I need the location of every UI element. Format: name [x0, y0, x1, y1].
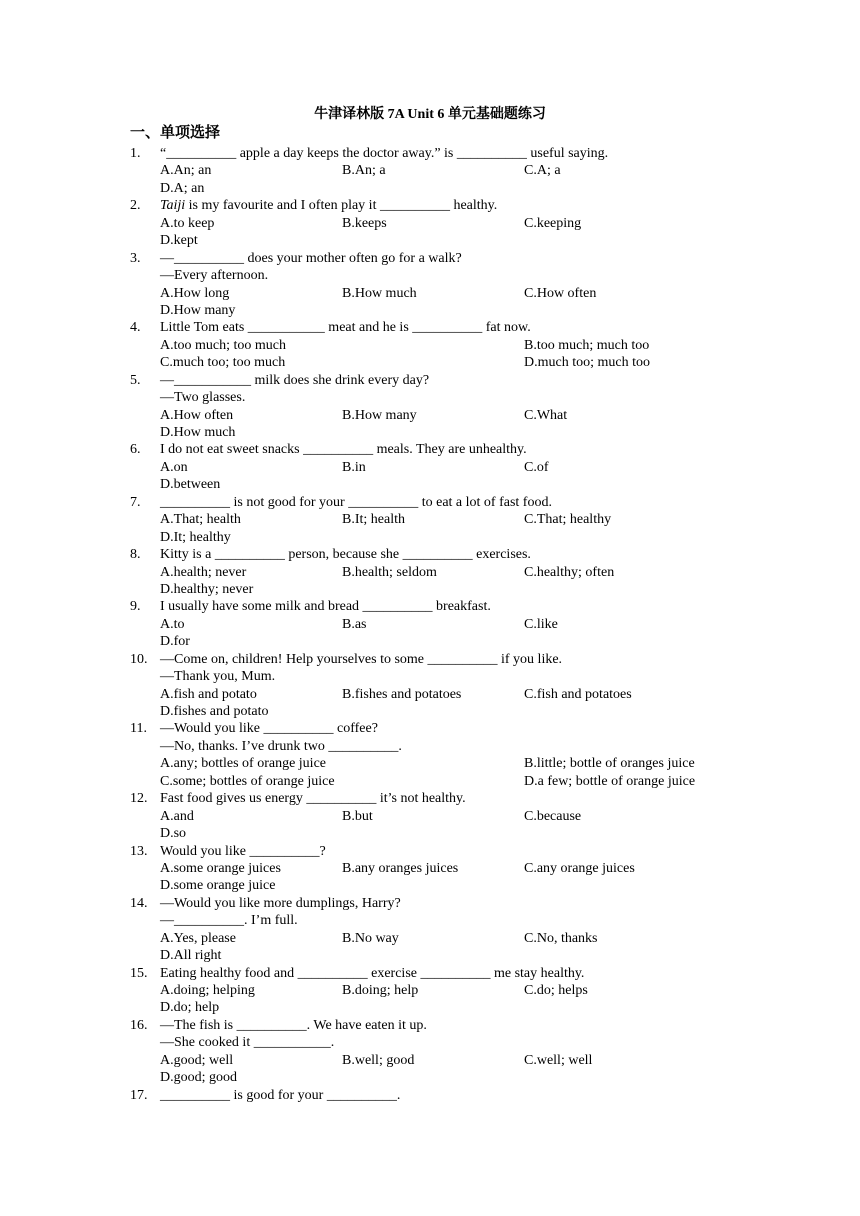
answer-option: B.It; health — [342, 512, 405, 528]
question-number: 6. — [130, 442, 141, 458]
answer-option: B.How much — [342, 285, 417, 301]
answer-option: A.on — [160, 459, 188, 475]
answer-option: B.too much; much too — [524, 337, 650, 353]
options-row — [0, 773, 860, 790]
answer-option: B.as — [342, 616, 367, 632]
answer-option: D.much too; much too — [524, 355, 650, 371]
question-line — [0, 319, 860, 336]
answer-option: C.do; helps — [524, 983, 588, 998]
question-line — [0, 1034, 860, 1051]
question-line — [0, 372, 860, 389]
options-row — [0, 337, 860, 354]
answer-option: C.What — [524, 407, 568, 423]
answer-option: A.some orange juices — [160, 860, 281, 876]
question-item — [0, 790, 860, 842]
question-number: 4. — [130, 320, 141, 336]
answer-option: A.Yes, please — [160, 930, 236, 946]
options-row — [0, 755, 860, 772]
answer-option: C.fish and potatoes — [524, 686, 632, 702]
question-line — [0, 250, 860, 267]
question-list — [0, 145, 860, 1104]
question-text: Little Tom eats ___________ meat and he is __________ fat now. — [160, 320, 531, 336]
answer-option: B.An; a — [342, 163, 386, 179]
question-text: I usually have some milk and bread __________ breakfast. — [160, 599, 491, 615]
answer-option: B.fishes and potatoes — [342, 686, 462, 702]
question-line — [0, 651, 860, 668]
options-row — [0, 407, 860, 424]
answer-option: D.How much — [160, 425, 236, 440]
question-item — [0, 372, 860, 442]
answer-option: A.That; health — [160, 512, 241, 528]
question-item — [0, 1017, 860, 1087]
options-row — [0, 285, 860, 302]
question-text: —__________. I’m full. — [160, 913, 298, 929]
question-number: 7. — [130, 494, 141, 510]
options-row — [0, 354, 860, 371]
options-row — [0, 947, 860, 964]
question-text: —The fish is __________. We have eaten it up. — [160, 1017, 427, 1033]
options-row — [0, 511, 860, 528]
question-number: 5. — [130, 372, 141, 388]
answer-option: D.kept — [160, 233, 198, 249]
question-line — [0, 441, 860, 458]
question-number: 12. — [130, 791, 148, 807]
options-row — [0, 232, 860, 249]
question-number: 11. — [130, 721, 147, 737]
options-row — [0, 162, 860, 179]
question-line — [0, 546, 860, 563]
question-text: —Would you like __________ coffee? — [160, 721, 378, 737]
answer-option: B.How many — [342, 407, 417, 423]
question-item — [0, 546, 860, 598]
answer-option: A.health; never — [160, 564, 247, 580]
options-row — [0, 860, 860, 877]
question-text: Would you like __________? — [160, 843, 326, 859]
answer-option: D.fishes and potato — [160, 704, 269, 719]
answer-option: B.little; bottle of oranges juice — [524, 756, 695, 772]
answer-option: D.All right — [160, 948, 222, 964]
question-text: —Would you like more dumplings, Harry? — [160, 895, 401, 911]
question-number: 14. — [130, 895, 148, 911]
answer-option: C.A; a — [524, 163, 561, 179]
options-row — [0, 476, 860, 493]
options-row — [0, 215, 860, 232]
question-text: __________ is good for your __________. — [160, 1087, 401, 1103]
document-title: 牛津译林版 7A Unit 6 单元基础题练习 — [314, 107, 546, 122]
question-item — [0, 651, 860, 721]
answer-option: A.to — [160, 616, 185, 632]
question-line — [0, 197, 860, 214]
question-line — [0, 494, 860, 511]
question-line — [0, 267, 860, 284]
answer-option: B.in — [342, 459, 366, 475]
options-row — [0, 877, 860, 894]
answer-option: D.It; healthy — [160, 529, 231, 545]
question-text: I do not eat sweet snacks __________ meals. They are unhealthy. — [160, 442, 527, 458]
question-text: —She cooked it ___________. — [160, 1035, 335, 1051]
question-item — [0, 1087, 860, 1104]
options-row — [0, 982, 860, 999]
options-row — [0, 825, 860, 842]
answer-option: C.much too; too much — [160, 355, 286, 371]
question-number: 17. — [130, 1087, 148, 1103]
section-heading: 一、单项选择 — [130, 125, 221, 141]
question-text: —Every afternoon. — [160, 268, 269, 284]
question-line — [0, 1087, 860, 1104]
question-text: —__________ does your mother often go for a walk? — [160, 250, 462, 266]
options-row — [0, 999, 860, 1016]
question-item — [0, 720, 860, 790]
question-text: __________ is not good for your __________ to eat a lot of fast food. — [160, 494, 552, 510]
question-number: 15. — [130, 965, 148, 981]
options-row — [0, 633, 860, 650]
answer-option: C.No, thanks — [524, 930, 598, 946]
question-number: 9. — [130, 599, 141, 615]
question-item — [0, 494, 860, 546]
question-text: —Come on, children! Help yourselves to some __________ if you like. — [160, 651, 563, 667]
question-line — [0, 965, 860, 982]
question-item — [0, 895, 860, 965]
options-row — [0, 564, 860, 581]
question-number: 13. — [130, 843, 148, 859]
options-row — [0, 616, 860, 633]
answer-option: B.keeps — [342, 215, 387, 231]
options-row — [0, 686, 860, 703]
answer-option: A.How often — [160, 407, 234, 423]
answer-option: B.doing; help — [342, 983, 419, 998]
answer-option: D.How many — [160, 302, 236, 318]
question-line — [0, 1017, 860, 1034]
answer-option: D.so — [160, 826, 187, 842]
answer-option: C.like — [524, 616, 558, 632]
question-number: 8. — [130, 547, 141, 563]
answer-option: C.any orange juices — [524, 860, 635, 876]
answer-option: B.health; seldom — [342, 564, 437, 580]
options-row — [0, 459, 860, 476]
question-number: 10. — [130, 651, 148, 667]
question-item — [0, 145, 860, 197]
question-item — [0, 965, 860, 1017]
options-row — [0, 1052, 860, 1069]
question-item — [0, 197, 860, 249]
answer-option: C.because — [524, 808, 582, 824]
question-number: 2. — [130, 198, 141, 214]
options-row — [0, 808, 860, 825]
question-text: “__________ apple a day keeps the doctor away.” is __________ useful saying. — [160, 146, 609, 161]
answer-option: A.fish and potato — [160, 686, 257, 702]
options-row — [0, 1069, 860, 1086]
options-row — [0, 424, 860, 441]
question-number: 1. — [130, 146, 141, 161]
answer-option: A.too much; too much — [160, 337, 286, 353]
answer-option: A.and — [160, 808, 194, 824]
question-text: —No, thanks. I’ve drunk two __________. — [160, 738, 402, 754]
answer-option: C.of — [524, 459, 549, 475]
question-line — [0, 389, 860, 406]
question-item — [0, 598, 860, 650]
question-line — [0, 145, 860, 162]
answer-option: C.healthy; often — [524, 564, 615, 580]
question-line — [0, 843, 860, 860]
question-text: Taiji is my favourite and I often play it __________ healthy. — [160, 198, 498, 214]
options-row — [0, 180, 860, 197]
answer-option: C.keeping — [524, 215, 582, 231]
question-text: Fast food gives us energy __________ it’s not healthy. — [160, 791, 466, 807]
question-line — [0, 895, 860, 912]
answer-option: D.A; an — [160, 180, 205, 196]
answer-option: D.a few; bottle of orange juice — [524, 773, 696, 789]
answer-option: A.doing; helping — [160, 983, 255, 998]
options-row — [0, 703, 860, 720]
question-text: Eating healthy food and __________ exercise __________ me stay healthy. — [160, 965, 585, 981]
question-number: 16. — [130, 1017, 148, 1033]
answer-option: C.well; well — [524, 1052, 593, 1068]
options-row — [0, 302, 860, 319]
question-line — [0, 912, 860, 929]
question-item — [0, 441, 860, 493]
question-text: Kitty is a __________ person, because she __________ exercises. — [160, 547, 531, 563]
answer-option: C.How often — [524, 285, 597, 301]
answer-option: B.well; good — [342, 1052, 415, 1068]
answer-option: A.any; bottles of orange juice — [160, 756, 327, 772]
question-line — [0, 720, 860, 737]
answer-option: D.some orange juice — [160, 878, 276, 894]
question-line — [0, 598, 860, 615]
question-item — [0, 250, 860, 320]
question-item — [0, 843, 860, 895]
question-text: —Two glasses. — [160, 390, 246, 406]
answer-option: B.No way — [342, 930, 399, 946]
answer-option: D.between — [160, 477, 221, 493]
answer-option: C.That; healthy — [524, 512, 612, 528]
answer-option: C.some; bottles of orange juice — [160, 773, 335, 789]
answer-option: B.any oranges juices — [342, 860, 459, 876]
answer-option: D.good; good — [160, 1070, 237, 1086]
question-number: 3. — [130, 250, 141, 266]
question-line — [0, 738, 860, 755]
answer-option: D.healthy; never — [160, 581, 254, 597]
answer-option: A.good; well — [160, 1052, 234, 1068]
options-row — [0, 581, 860, 598]
question-item — [0, 319, 860, 371]
question-text: —___________ milk does she drink every day? — [160, 372, 430, 388]
answer-option: A.How long — [160, 285, 230, 301]
options-row — [0, 529, 860, 546]
answer-option: A.to keep — [160, 215, 215, 231]
question-line — [0, 668, 860, 685]
options-row — [0, 930, 860, 947]
answer-option: D.for — [160, 634, 190, 650]
answer-option: B.but — [342, 808, 373, 824]
answer-option: A.An; an — [160, 163, 212, 179]
question-line — [0, 790, 860, 807]
question-text: —Thank you, Mum. — [160, 669, 276, 685]
answer-option: D.do; help — [160, 1000, 220, 1016]
